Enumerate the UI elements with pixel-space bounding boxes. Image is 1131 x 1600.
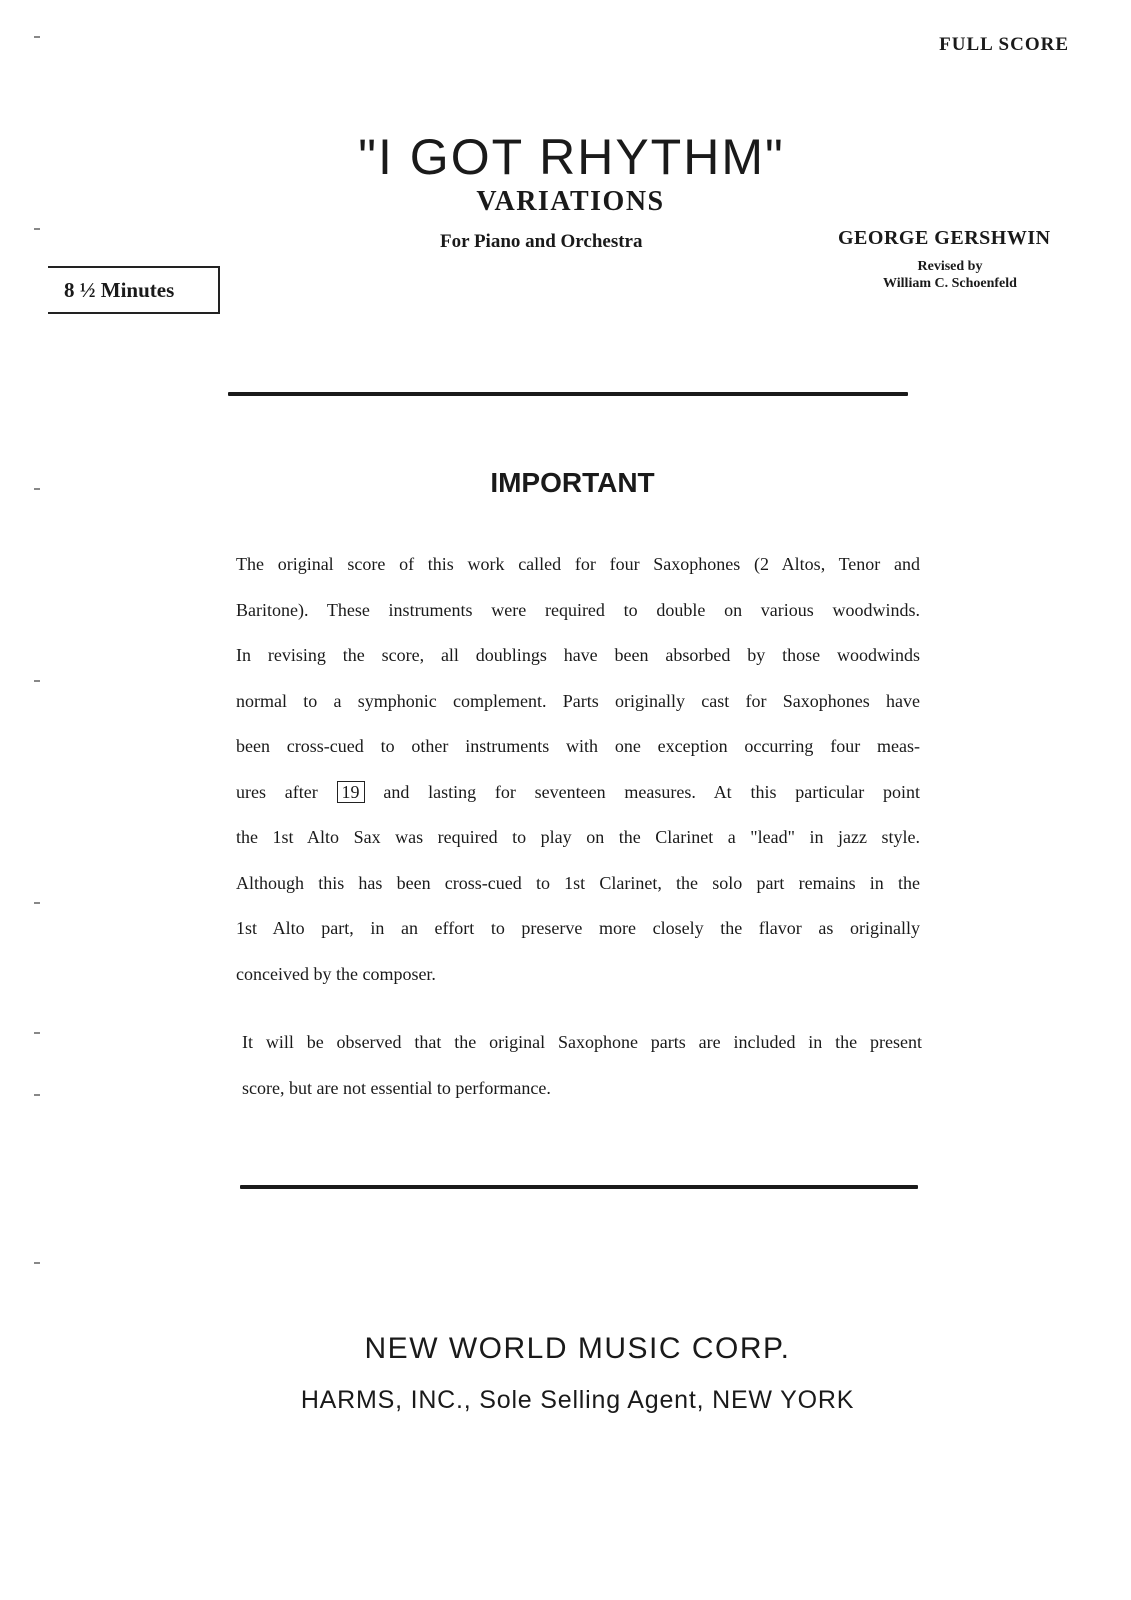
full-score-label: FULL SCORE	[939, 34, 1069, 55]
text-line: conceived by the composer.	[236, 963, 436, 984]
margin-mark	[34, 1032, 40, 1034]
margin-mark	[34, 36, 40, 38]
text-fragment: and lasting for seventeen measures. At this particular point	[383, 781, 921, 802]
notice-paragraph-1	[236, 552, 920, 1007]
revision-credit	[860, 258, 1040, 292]
text-line: 1st Alto part, in an effort to preserve more closely the flavor as originally	[236, 918, 920, 938]
reviser-name: William C. Schoenfeld	[883, 276, 1017, 291]
notice-paragraph-2	[242, 1030, 922, 1121]
instrumentation: For Piano and Orchestra	[440, 231, 643, 252]
duration-box	[48, 266, 220, 314]
margin-mark	[34, 228, 40, 230]
text-line: Although this has been cross-cued to 1st Clarinet, the solo part remains in the	[236, 872, 920, 893]
bottom-divider	[240, 1185, 918, 1189]
text-line: The original score of this work called for four Saxophones (2 Altos, Tenor and	[236, 554, 920, 574]
top-divider	[228, 392, 908, 396]
text-line: It will be observed that the original Saxophone parts are included in the present	[242, 1032, 922, 1052]
text-line-with-rehearsal-mark	[236, 780, 920, 826]
rehearsal-mark: 19	[337, 781, 365, 803]
composer-name: GEORGE GERSHWIN	[838, 227, 1051, 249]
text-line: score, but are not essential to performance.	[242, 1077, 551, 1098]
publisher-name: NEW WORLD MUSIC CORP.	[364, 1332, 791, 1365]
notice-heading: IMPORTANT	[490, 467, 655, 498]
revised-by-label: Revised by	[917, 259, 983, 274]
text-line: normal to a symphonic complement. Parts originally cast for Saxophones have	[236, 690, 920, 711]
margin-mark	[34, 1094, 40, 1096]
text-line: In revising the score, all doublings have been absorbed by those woodwinds	[236, 645, 920, 665]
text-line: the 1st Alto Sax was required to play on the Clarinet a "lead" in jazz style.	[236, 827, 920, 847]
margin-mark	[34, 1262, 40, 1264]
text-line: Baritone). These instruments were required to double on various woodwinds.	[236, 599, 920, 620]
text-line: been cross-cued to other instruments with one exception occurring four meas-	[236, 736, 920, 756]
text-fragment: ures after	[236, 781, 318, 802]
selling-agent: HARMS, INC., Sole Selling Agent, NEW YORK	[300, 1386, 855, 1414]
duration-text: 8 ½ Minutes	[64, 277, 175, 302]
margin-mark	[34, 488, 40, 490]
margin-mark	[34, 680, 40, 682]
page-subtitle: VARIATIONS	[476, 186, 665, 217]
margin-mark	[34, 902, 40, 904]
page-title: "I GOT RHYTHM"	[358, 129, 785, 185]
